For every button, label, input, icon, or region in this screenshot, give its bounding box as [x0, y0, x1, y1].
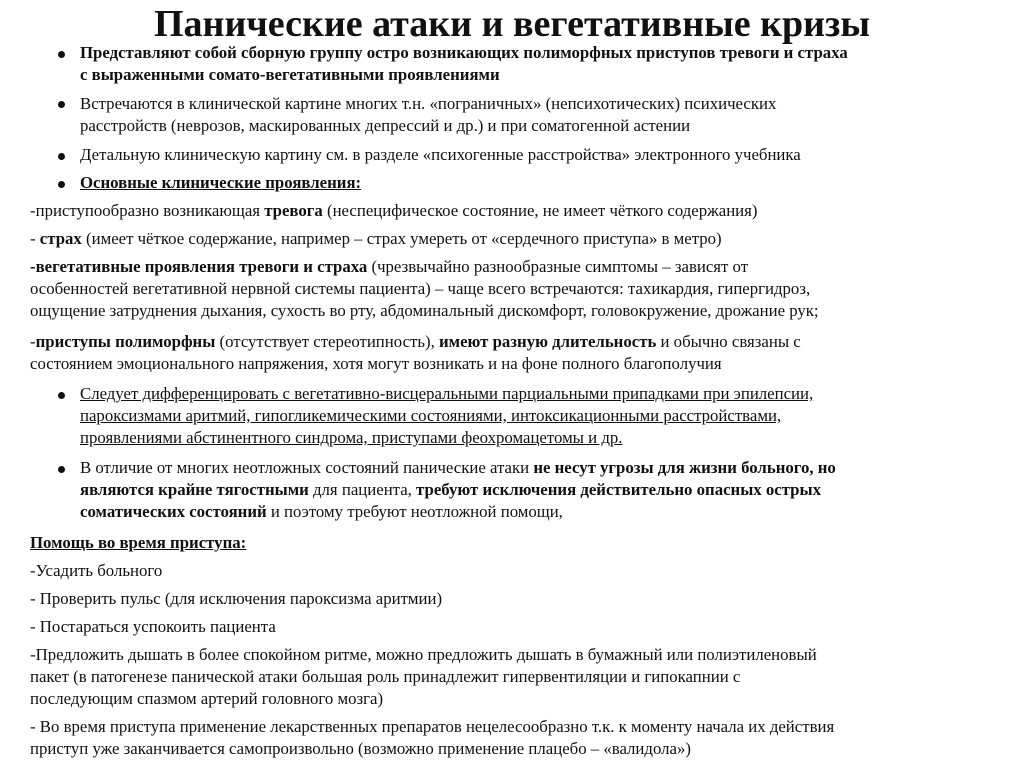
help-step-medication: [30, 716, 834, 760]
text-line: расстройств (неврозов, маскированных депрессий и др.) и при соматогенной астении: [80, 116, 691, 135]
text-line: Следует дифференцировать с вегетативно-висцеральными парциальными припадками при эпилепсии,: [80, 384, 814, 403]
text-span-bold: имеют разную длительность: [439, 332, 657, 351]
help-step-breathing: [30, 644, 817, 710]
text-span-bold: страх: [39, 229, 82, 248]
text-span: В отличие от многих неотложных состояний панические атаки: [80, 458, 534, 477]
text-span: -: [30, 332, 36, 351]
text-span: и поэтому требуют неотложной помощи,: [266, 502, 563, 521]
text-line: Встречаются в клинической картине многих т.н. «пограничных» (непсихотических) психических: [80, 94, 777, 113]
help-step-calm: - Постараться успокоить пациента: [30, 617, 276, 636]
text-span: (отсутствует стереотипность),: [215, 332, 439, 351]
text-line: особенностей вегетативной нервной системы пациента) – чаще всего встречаются: тахикардия, гипергидроз,: [30, 279, 811, 298]
text-span: (чрезвычайно разнообразные симптомы – зависят от: [367, 257, 749, 276]
manifestation-vegetative: [30, 256, 819, 322]
help-heading: Помощь во время приступа:: [30, 533, 247, 552]
text-span-bold: являются крайне тягостными: [80, 480, 309, 499]
text-line: Представляют собой сборную группу остро возникающих полиморфных приступов тревоги и страха: [80, 43, 848, 62]
text-line: - Во время приступа применение лекарственных препаратов нецелесообразно т.к. к моменту начала их действия: [30, 717, 835, 736]
bullet-item-occurrence: [0, 93, 776, 137]
slide-title: Панические атаки и вегетативные кризы: [154, 3, 870, 45]
text-line: последующим спазмом артерий головного мозга): [30, 689, 384, 708]
text-span: и обычно связаны с: [656, 332, 801, 351]
text-span: -приступообразно возникающая: [30, 201, 265, 220]
section-heading: Основные клинические проявления:: [80, 173, 362, 192]
text-span-bold: требуют исключения действительно опасных острых: [416, 480, 822, 499]
text-line: приступ уже заканчивается самопроизвольно (возможно применение плацебо – «валидола»): [30, 739, 691, 758]
help-step-pulse: - Проверить пульс (для исключения пароксизма аритмии): [30, 589, 443, 608]
text-span-bold: -вегетативные проявления тревоги и страха: [30, 257, 368, 276]
text-span-bold: соматических состояний: [80, 502, 267, 521]
help-step-seat: -Усадить больного: [30, 561, 163, 580]
text-line: -Предложить дышать в более спокойном ритме, можно предложить дышать в бумажный или полиэтиленовый: [30, 645, 817, 664]
bullet-item-definition: [0, 42, 848, 86]
text-span: (имеет чёткое содержание, например – страх умереть от «сердечного приступа» в метро): [81, 229, 722, 248]
text-span-bold: приступы полиморфны: [35, 332, 216, 351]
text-span: (неспецифическое состояние, не имеет чёткого содержания): [322, 201, 758, 220]
text-line: Детальную клиническую картину см. в разделе «психогенные расстройства» электронного учебника: [80, 145, 801, 164]
bullet-item-not-life-threatening: [0, 457, 836, 523]
text-line: с выраженными сомато-вегетативными проявлениями: [80, 65, 500, 84]
text-span: для пациента,: [308, 480, 417, 499]
text-line: состоянием эмоционального напряжения, хотя могут возникать и на фоне полного благополучия: [30, 354, 722, 373]
text-span: -: [30, 229, 40, 248]
text-line: пароксизмами аритмий, гипогликемическими состояниями, интоксикационными расстройствами,: [80, 406, 782, 425]
text-line: проявлениями абстинентного синдрома, приступами феохромацетомы и др.: [80, 428, 623, 447]
bullet-item-main-manifestations: [0, 172, 361, 194]
manifestation-anxiety: [30, 200, 757, 222]
text-line: ощущение затруднения дыхания, сухость во рту, абдоминальный дискомфорт, головокружение, дрожание рук;: [30, 301, 819, 320]
bullet-item-differential: [0, 383, 813, 449]
text-span-bold: тревога: [264, 201, 323, 220]
text-span-bold: не несут угрозы для жизни больного, но: [533, 458, 836, 477]
manifestation-fear: [30, 228, 722, 250]
manifestation-polymorph: [30, 331, 801, 375]
text-line: пакет (в патогенезе панической атаки большая роль принадлежит гипервентиляции и гипокапнии с: [30, 667, 741, 686]
bullet-item-reference: [0, 144, 801, 166]
